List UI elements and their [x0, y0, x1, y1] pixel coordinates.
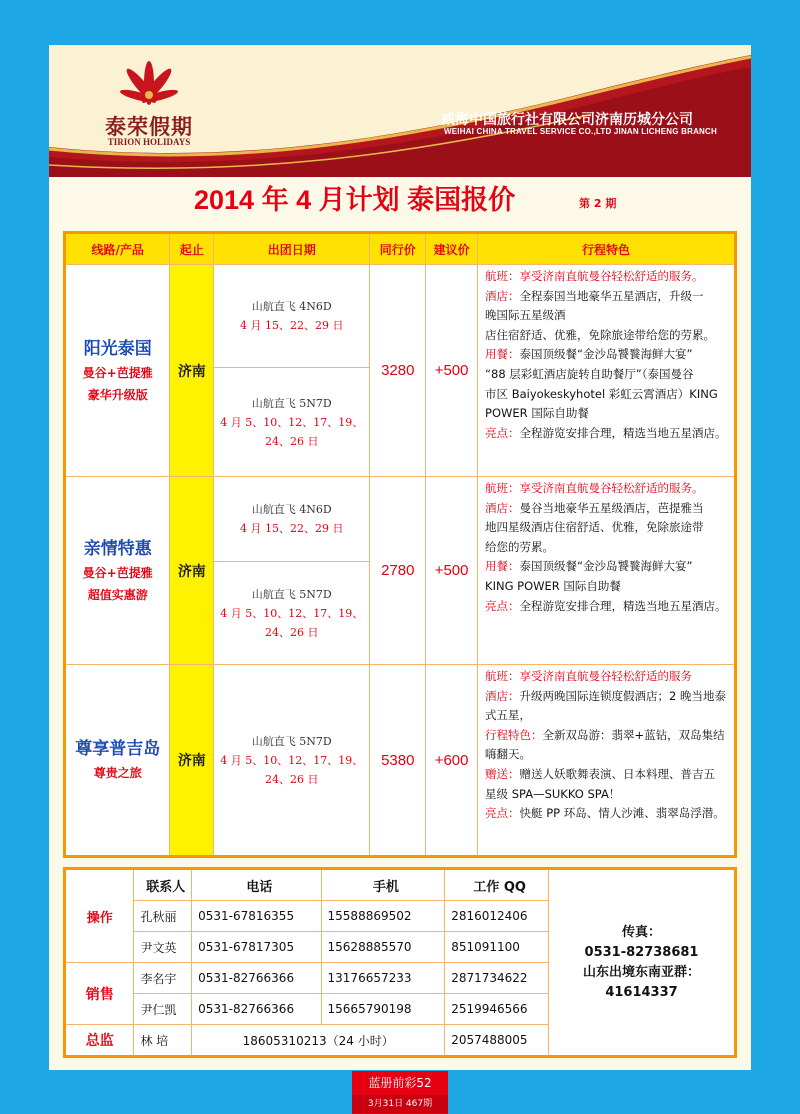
fax-and-group-info: [549, 869, 736, 1057]
feature-text: 享受济南直航曼谷轻松舒适的服务。: [519, 481, 704, 495]
route-subtitle: 曼谷+芭提雅: [82, 565, 153, 580]
feature-label: 酒店：: [485, 688, 520, 703]
feature-text: 店住宿舒适、优雅，免除旅途带给您的劳累。: [485, 327, 716, 342]
departure-dates: [214, 562, 370, 665]
route-name: 亲情特惠: [83, 538, 152, 559]
departure-dates: [214, 665, 370, 857]
feature-text: 给您的劳累。: [485, 539, 555, 554]
group-label: 山东出境东南亚群：: [583, 964, 701, 980]
contact-mobile: 15665790198: [321, 994, 445, 1025]
col-header-qq: 工作 QQ: [445, 869, 549, 901]
feature-text: 升级两晚国际连锁度假酒店；2 晚当地泰: [519, 688, 727, 703]
date-list: 4 月 5、10、12、17、19、: [220, 753, 364, 767]
route-product: [65, 665, 170, 857]
footer-page-label: 蓝册前彩52: [368, 1076, 432, 1090]
date-list: 24、26 日: [265, 625, 319, 639]
group-sales: 销售: [65, 963, 134, 1025]
feature-text: 享受济南直航曼谷轻松舒适的服务。: [519, 269, 704, 283]
contact-name: 林 培: [134, 1025, 192, 1057]
feature-label: 航班：: [485, 669, 520, 683]
flower-logo-icon: [119, 55, 179, 111]
feature-text: 市区 Baiyokeskyhotel 彩虹云霄酒店）KING: [485, 386, 718, 401]
page-title: 2014 年 4 月计划 泰国报价: [194, 185, 516, 215]
brochure-page: [49, 45, 751, 1070]
feature-text: KING POWER 国际自助餐: [485, 578, 621, 593]
group-number: 41614337: [605, 984, 678, 1000]
feature-label: 行程特色：: [485, 727, 543, 742]
date-list: 4 月 15、22、29 日: [240, 522, 344, 535]
col-header-contact: 联系人: [134, 869, 192, 901]
feature-text: 全程泰国当地豪华五星酒店，升级一: [519, 288, 704, 303]
header-banner: [49, 45, 751, 177]
feature-label: 赠送：: [485, 766, 520, 781]
route-origin: 济南: [170, 665, 214, 857]
issue-number: 第 2 期: [579, 197, 617, 210]
company-name-en: WEIHAI CHINA TRAVEL SERVICE CO.,LTD JINAN LICHENG BRANCH: [444, 127, 717, 136]
agent-price: 2780: [370, 477, 426, 665]
contact-qq: 2057488005: [445, 1025, 549, 1057]
route-origin: 济南: [170, 265, 214, 477]
feature-text: 全程游览安排合理，精选当地五星酒店。: [519, 425, 727, 440]
contact-phone: 0531-67816355: [192, 901, 321, 932]
contact-qq: 2519946566: [445, 994, 549, 1025]
route-origin: 济南: [170, 477, 214, 665]
contact-name: 李名宇: [134, 963, 192, 994]
contact-qq: 851091100: [445, 932, 549, 963]
route-features: [478, 477, 736, 665]
flight-info: 山航直飞 5N7D: [251, 396, 332, 410]
group-operations: 操作: [65, 869, 134, 963]
contact-table: [63, 867, 737, 1058]
route-features: [478, 265, 736, 477]
feature-text: 嗨翻天。: [485, 747, 532, 762]
contact-qq: 2816012406: [445, 901, 549, 932]
suggested-price: +600: [426, 665, 478, 857]
brand-name-cn: 泰荣假期: [105, 114, 193, 139]
feature-text: 泰国顶级餐“金沙岛饕餮海鲜大宴”: [519, 347, 693, 362]
contact-phone: 18605310213（24 小时）: [192, 1025, 445, 1057]
feature-text: 赠送人妖歌舞表演、日本料理、普吉五: [519, 766, 716, 781]
group-director: 总监: [65, 1025, 134, 1057]
table-row: [65, 265, 736, 368]
col-header-suggested-price: 建议价: [426, 233, 478, 265]
departure-dates: [214, 477, 370, 562]
date-list: 24、26 日: [265, 434, 319, 448]
route-features: [478, 665, 736, 857]
feature-label: 亮点：: [485, 806, 520, 821]
col-header-agent-price: 同行价: [370, 233, 426, 265]
company-name-cn: 威海中国旅行社有限公司济南历城分公司: [441, 112, 693, 128]
date-list: 24、26 日: [265, 772, 319, 786]
brand-logo: [79, 53, 219, 153]
table-row: [65, 477, 736, 562]
feature-text: 晚国际五星级酒: [485, 308, 566, 323]
date-list: 4 月 5、10、12、17、19、: [220, 606, 364, 620]
feature-label: 酒店：: [485, 500, 520, 515]
price-table: [63, 231, 737, 858]
price-table-header: [65, 233, 736, 265]
contact-mobile: 13176657233: [321, 963, 445, 994]
feature-text: 地四星级酒店住宿舒适、优雅，免除旅途带: [485, 520, 704, 535]
contact-phone: 0531-82766366: [192, 994, 321, 1025]
contact-header-row: [65, 869, 736, 901]
date-list: 4 月 5、10、12、17、19、: [220, 415, 364, 429]
agent-price: 5380: [370, 665, 426, 857]
feature-label: 用餐：: [485, 347, 520, 362]
col-header-phone: 电话: [192, 869, 321, 901]
suggested-price: +500: [426, 477, 478, 665]
contact-phone: 0531-67817305: [192, 932, 321, 963]
flight-info: 山航直飞 4N6D: [251, 503, 332, 516]
col-header-route: 线路/产品: [65, 233, 170, 265]
feature-text: 全程游览安排合理，精选当地五星酒店。: [519, 598, 727, 613]
route-subtitle: 超值实惠游: [87, 587, 148, 602]
col-header-features: 行程特色: [478, 233, 736, 265]
contact-qq: 2871734622: [445, 963, 549, 994]
contact-name: 尹仁凯: [134, 994, 192, 1025]
feature-text: 享受济南直航曼谷轻松舒适的服务: [519, 669, 693, 683]
date-list: 4 月 15、22、29 日: [240, 319, 344, 332]
agent-price: 3280: [370, 265, 426, 477]
feature-label: 航班：: [485, 481, 520, 495]
flight-info: 山航直飞 5N7D: [251, 734, 332, 748]
route-name: 尊享普吉岛: [75, 739, 161, 759]
page-footer-tab: [352, 1071, 448, 1114]
feature-text: “88 层彩虹酒店旋转自助餐厅”（泰国曼谷: [485, 366, 694, 381]
contact-mobile: 15628885570: [321, 932, 445, 963]
flight-info: 山航直飞 4N6D: [251, 300, 332, 313]
feature-label: 亮点：: [485, 425, 520, 440]
feature-label: 酒店：: [485, 288, 520, 303]
fax-label: 传真：: [622, 924, 662, 940]
feature-text: 快艇 PP 环岛、情人沙滩、翡翠岛浮潜。: [519, 806, 725, 821]
contact-name: 尹文英: [134, 932, 192, 963]
col-header-origin: 起止: [170, 233, 214, 265]
contact-mobile: 15588869502: [321, 901, 445, 932]
route-name: 阳光泰国: [83, 338, 152, 359]
feature-text: 式五星，: [485, 708, 532, 723]
footer-issue-date: 3月31日 467期: [352, 1095, 448, 1113]
departure-dates: [214, 368, 370, 477]
feature-label: 用餐：: [485, 559, 520, 574]
col-header-mobile: 手机: [321, 869, 445, 901]
suggested-price: +500: [426, 265, 478, 477]
route-product: [65, 265, 170, 477]
route-subtitle: 豪华升级版: [87, 387, 148, 402]
feature-text: 曼谷当地豪华五星级酒店，芭提雅当: [519, 500, 704, 515]
table-row: [65, 665, 736, 857]
feature-text: 星级 SPA—SUKKO SPA！: [485, 786, 621, 801]
fax-number: 0531-82738681: [584, 944, 699, 960]
brand-name-en: TIRION HOLIDAYS: [107, 137, 191, 147]
departure-dates: [214, 265, 370, 368]
feature-label: 航班：: [485, 269, 520, 283]
feature-text: 全新双岛游：翡翠+蓝钻，双岛集结: [542, 727, 725, 742]
route-subtitle: 曼谷+芭提雅: [82, 365, 153, 380]
contact-phone: 0531-82766366: [192, 963, 321, 994]
feature-text: POWER 国际自助餐: [485, 406, 589, 421]
feature-text: 泰国顶级餐“金沙岛饕餮海鲜大宴”: [519, 559, 693, 574]
col-header-dates: 出团日期: [214, 233, 370, 265]
route-subtitle: 尊贵之旅: [93, 766, 142, 780]
flight-info: 山航直飞 5N7D: [251, 587, 332, 601]
contact-name: 孔秋丽: [134, 901, 192, 932]
feature-label: 亮点：: [485, 598, 520, 613]
route-product: [65, 477, 170, 665]
